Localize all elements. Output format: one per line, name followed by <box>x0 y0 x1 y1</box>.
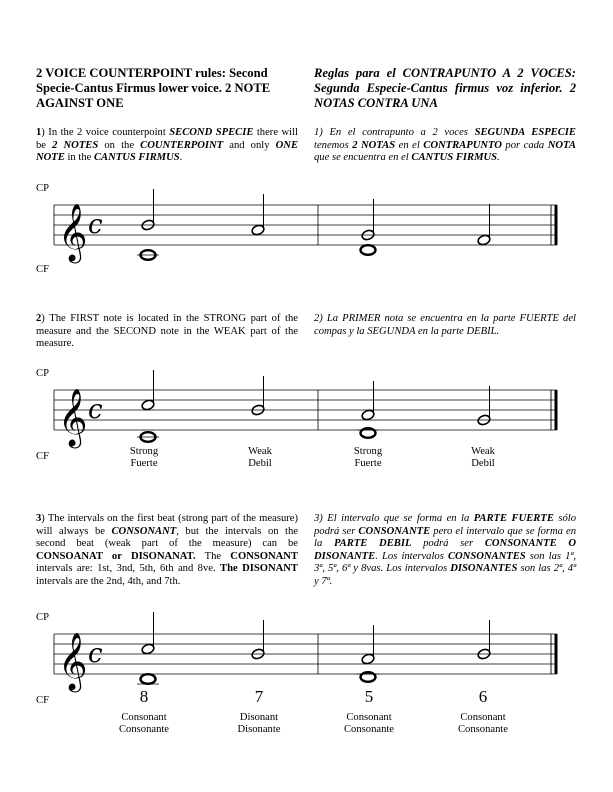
treble-clef: 𝄞 <box>58 388 88 446</box>
rule-1-spanish: 1) En el contrapunto a 2 voces SEGUNDA ESPECIE tenemos 2 NOTAS en el CONTRAPUNTO por cada NOTA que se encuentra en el CANTUS FIRMUS. <box>314 127 576 164</box>
interval-number: 8 <box>139 687 149 706</box>
page-title-spanish: Reglas para el CONTRAPUNTO A 2 VOCES: Segunda Especie-Cantus firmus voz inferior. 2 NOTAS CONTRA UNA <box>314 66 576 110</box>
cp-label: CP <box>36 183 49 194</box>
time-signature: c <box>88 639 103 669</box>
interval-number: 7 <box>254 687 264 706</box>
interval-caption: Consonant Consonante <box>343 712 395 735</box>
interval-caption: Disonant Disonante <box>237 712 281 735</box>
rule-1-english: 1) In the 2 voice counterpoint SECOND SPECIE there will be 2 NOTES on the COUNTERPOINT and only ONE NOTE in the CANTUS FIRMUS. <box>36 127 299 164</box>
rule-3-english: 3) The intervals on the first beat (strong part of the measure) will always be CONSONANT, but the intervals on the second beat (weak part of the measure) can be CONSOANAT or DISONANAT. The CONSONANT intervals are: 1st, 3nd, 5th, 6th and 8ve. The DISONANT intervals are the 2nd, 4th, and 7th. <box>36 513 299 587</box>
rule-2-english: 2) The FIRST note is located in the STRONG part of the measure and the SECOND note in the WEAK part of the measure. <box>36 313 298 350</box>
cf-label: CF <box>36 451 49 462</box>
cf-label: CF <box>36 695 49 706</box>
time-signature: c <box>88 395 103 425</box>
beat-caption: Strong Fuerte <box>353 446 383 469</box>
cf-label: CF <box>36 264 49 275</box>
interval-number: 6 <box>478 687 488 706</box>
beat-caption: Strong Fuerte <box>129 446 159 469</box>
beat-caption: Weak Debil <box>471 446 495 469</box>
treble-clef: 𝄞 <box>58 632 88 690</box>
time-signature: c <box>88 210 103 240</box>
cp-note <box>141 612 155 655</box>
beat-caption: Weak Debil <box>248 446 272 469</box>
cp-label: CP <box>36 612 49 623</box>
cp-note <box>361 625 375 665</box>
cf-note <box>137 674 159 684</box>
interval-number: 5 <box>364 687 374 706</box>
treble-clef: 𝄞 <box>58 203 88 261</box>
staff-lines <box>54 634 557 674</box>
interval-caption: Consonant Consonante <box>118 712 170 735</box>
interval-caption: Consonant Consonante <box>457 712 509 735</box>
rule-3-spanish: 3) El intervalo que se forma en la PARTE FUERTE sólo podrá ser CONSONANTE pero el intervalo que se forma en la PARTE DEBIL podrá ser CONSONANTE O DISONANTE. Los intervalos CONSONANTES son las 1ª, 3ª, 5ª, 6ª y 8vas. Los intervalos DISONANTES son las 2ª, 4ª y 7ª. <box>314 513 577 587</box>
page-title: 2 VOICE COUNTERPOINT rules: Second Specie-Cantus Firmus lower voice. 2 NOTE AGAINST ONE <box>36 66 271 110</box>
cf-note <box>357 672 379 682</box>
rule-2-spanish: 2) La PRIMER nota se encuentra en la parte FUERTE del compas y la SEGUNDA en la parte DEBIL. <box>314 313 576 337</box>
cp-label: CP <box>36 368 49 379</box>
